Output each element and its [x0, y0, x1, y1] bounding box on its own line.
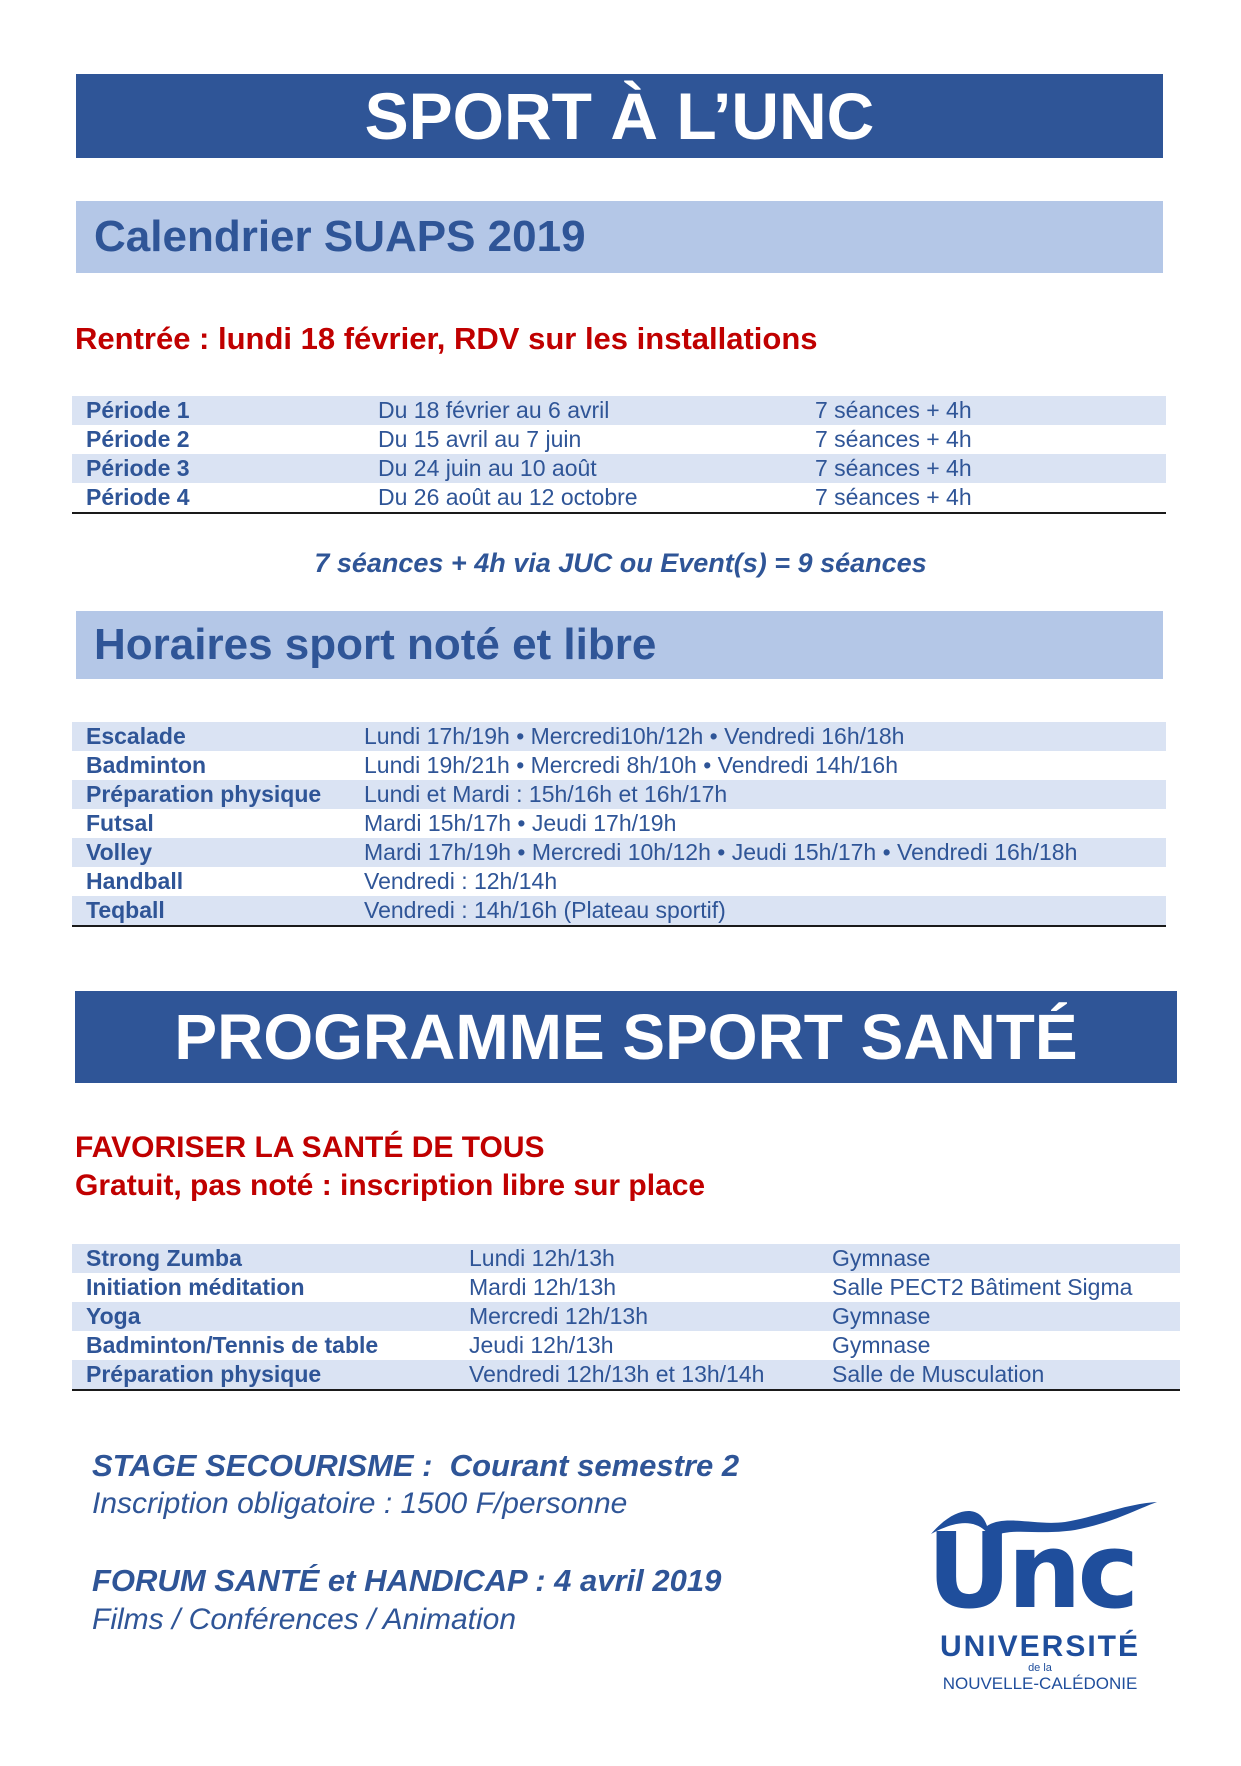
- period-sessions: 7 séances + 4h: [815, 397, 972, 423]
- health-activity: Badminton/Tennis de table: [86, 1332, 379, 1358]
- table-row: [72, 896, 1166, 925]
- sport-name: Volley: [86, 839, 153, 865]
- health-activity: Yoga: [86, 1303, 141, 1329]
- table-row: [72, 1302, 1180, 1331]
- sport-times: Vendredi : 14h/16h (Plateau sportif): [364, 897, 726, 923]
- table-row: [72, 838, 1166, 867]
- sport-name: Teqball: [86, 897, 165, 923]
- health-activity: Préparation physique: [86, 1361, 322, 1387]
- table-row: [72, 1244, 1180, 1273]
- sport-name: Handball: [86, 868, 184, 894]
- health-place: Salle PECT2 Bâtiment Sigma: [832, 1274, 1133, 1300]
- period-name: Période 2: [86, 426, 190, 452]
- sport-name: Escalade: [86, 723, 186, 749]
- unc-logo-line1: UNIVERSITÉ: [939, 1630, 1141, 1663]
- health-place: Gymnase: [832, 1303, 931, 1329]
- period-dates: Du 26 août au 12 octobre: [378, 484, 638, 510]
- sport-times: Mardi 15h/17h • Jeudi 17h/19h: [364, 810, 677, 836]
- period-sessions: 7 séances + 4h: [815, 484, 972, 510]
- table-row: [72, 396, 1166, 425]
- period-dates: Du 15 avril au 7 juin: [378, 426, 582, 452]
- health-time: Lundi 12h/13h: [469, 1245, 615, 1271]
- unc-logo-line2: de la: [1028, 1662, 1052, 1674]
- unc-logo-line3: NOUVELLE-CALÉDONIE: [942, 1674, 1138, 1693]
- table-row: [72, 454, 1166, 483]
- health-time: Mardi 12h/13h: [469, 1274, 617, 1300]
- health-place: Gymnase: [832, 1332, 931, 1358]
- period-name: Période 3: [86, 455, 190, 481]
- health-activity: Initiation méditation: [86, 1274, 305, 1300]
- table-row: [72, 483, 1166, 512]
- table-row: [72, 751, 1166, 780]
- sport-times: Vendredi : 12h/14h: [364, 868, 558, 894]
- stage-title: STAGE SECOURISME : Courant semestre 2: [92, 1448, 740, 1483]
- main-title: SPORT À L’UNC: [364, 79, 875, 153]
- health-place: Gymnase: [832, 1245, 931, 1271]
- period-dates: Du 18 février au 6 avril: [378, 397, 610, 423]
- health-activity: Strong Zumba: [86, 1245, 242, 1271]
- sport-times: Mardi 17h/19h • Mercredi 10h/12h • Jeudi 15h/17h • Vendredi 16h/18h: [364, 839, 1078, 865]
- table-row: [72, 425, 1166, 454]
- health-table: [72, 1244, 1180, 1391]
- table-row: [72, 809, 1166, 838]
- sessions-note: 7 séances + 4h via JUC ou Event(s) = 9 séances: [314, 548, 927, 578]
- health-program-title: PROGRAMME SPORT SANTÉ: [174, 1001, 1078, 1073]
- health-subtitle-2: Gratuit, pas noté : inscription libre sur place: [75, 1169, 706, 1202]
- sport-times: Lundi et Mardi : 15h/16h et 16h/17h: [364, 781, 728, 807]
- schedule-section-title: Horaires sport noté et libre: [94, 620, 657, 669]
- sport-name: Badminton: [86, 752, 207, 778]
- unc-logo: [925, 1496, 1180, 1696]
- forum-title: FORUM SANTÉ et HANDICAP : 4 avril 2019: [92, 1563, 722, 1598]
- table-row: [72, 1273, 1180, 1302]
- sport-times: Lundi 17h/19h • Mercredi10h/12h • Vendredi 16h/18h: [364, 723, 905, 749]
- health-subtitle-1: FAVORISER LA SANTÉ DE TOUS: [75, 1131, 545, 1164]
- period-sessions: 7 séances + 4h: [815, 426, 972, 452]
- periods-table: [72, 396, 1166, 514]
- main-title-banner: [76, 74, 1163, 158]
- table-row: [72, 780, 1166, 809]
- sport-name: Futsal: [86, 810, 154, 836]
- forum-detail: Films / Conférences / Animation: [92, 1603, 517, 1636]
- table-row: [72, 1360, 1180, 1389]
- period-dates: Du 24 juin au 10 août: [378, 455, 597, 481]
- health-time: Jeudi 12h/13h: [469, 1332, 614, 1358]
- health-program-banner: [75, 991, 1177, 1083]
- period-name: Période 4: [86, 484, 190, 510]
- calendar-section-bar: [76, 201, 1163, 273]
- sport-times: Lundi 19h/21h • Mercredi 8h/10h • Vendredi 14h/16h: [364, 752, 898, 778]
- table-row: [72, 722, 1166, 751]
- sport-name: Préparation physique: [86, 781, 322, 807]
- stage-detail: Inscription obligatoire : 1500 F/personne: [92, 1487, 628, 1520]
- period-name: Période 1: [86, 397, 190, 423]
- table-row: [72, 1331, 1180, 1360]
- health-time: Vendredi 12h/13h et 13h/14h: [469, 1361, 765, 1387]
- health-time: Mercredi 12h/13h: [469, 1303, 648, 1329]
- table-row: [72, 867, 1166, 896]
- schedule-table: [72, 722, 1166, 927]
- unc-logo-mark: Unc: [927, 1510, 1136, 1632]
- calendar-section-title: Calendrier SUAPS 2019: [94, 212, 586, 261]
- schedule-section-bar: [76, 611, 1163, 679]
- rentree-notice: Rentrée : lundi 18 février, RDV sur les installations: [75, 321, 818, 356]
- health-place: Salle de Musculation: [832, 1361, 1045, 1387]
- period-sessions: 7 séances + 4h: [815, 455, 972, 481]
